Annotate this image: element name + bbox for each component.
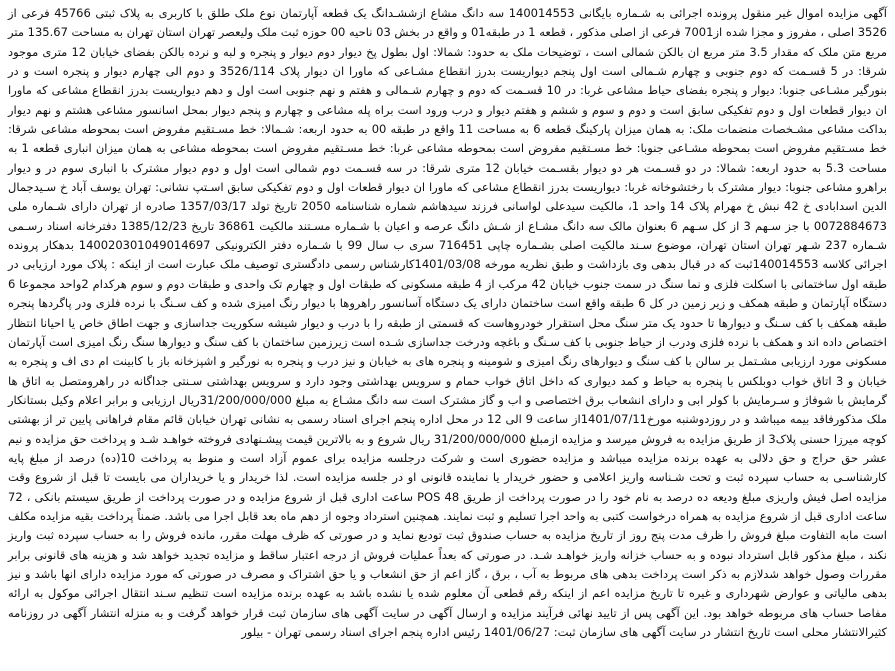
notice-body-text: آگهی مزایده اموال غیر منقول پرونده اجرائی به شـماره بایگانی 140014553 سه دانگ مشاع ازششـدانگ یک قطعه آپارتمان نوع ملک طلق با کاربری به پلاک ثبتی 45766 فرعی از 3526 اصلی ، مفروز و مجزا شده از7001 فرعی از اصلی مذکور ، قطعه 1 در طبقه01 و واقع در بخش 03 ناحیه 00 حوزه ثبت ملک ولیعصر تهران استان تهران به مساحت 135.67 متر مربع متن ملک که مقدار 3.5 متر مربع ان بالکن شمالی است ، توضیحات ملک به حدود: شمالا: اول بطول پخ دیوار دوم دیوار و پنجره و لبه و نرده بالکن بفضای خیابان 12 متری موجود شرقا: در 5 قسـمت که دوم جنوبی و چهارم شـمالی است اول پنجم دیواریست بدرز انقطاع مشـاعی که ماورا ان دیوار پلاک 3526/114 و دوم الی چهارم دیوار و پنجره است و در بنورگیر مشـاعی جنوبا: دیوار و پنجره بفضای حیاط مشاعی غربا: در 10 قسـمت که دوم و چهارم شـمالی و هفتم و نهم جنوبی است اول و دهم دیواریست بدرز انقطاع مشاعی که ماورا ان دیوار قطعات اول و دوم تفکیکی سابق است و دوم و سوم و ششم و هفتم دیوار و درب ورود است براه پله مشاعی و چهارم و پنجم دیوار بمحل اسانسور مشاعی هشتم و نهم دیوار بداکت مشاعی مشـخصات منضمات ملک: به همان میزان پارکینگ قطعه 6 به مساحت 11 واقع در طبقه 00 به حدود اربعه: شـمالا: خط مسـتقیم مفروض است بمحوطه مشاعی شرقا: خط مسـتقیم مفروض است بمحوطه مشـاعی جنوبا: خط مسـتقیم مفروض است بمحوطه مشاعی غربا: خط مسـتقیم مفروض است بمحوطه مشاعی به همان میزان انباری قطعه 1 به مساحت 5.3 به حدود اربعه: شمالا: در دو قسـمت هر دو دیوار بقسـمت خیابان 12 متری شرقا: در سه قسـمت دوم شمالی است اول و دوم دیوار مشترک با انباری سوم در و دیوار براهرو مشاعی جنوبا: دیوار مشترک با رختشوخانه غربا: دیواریست بدرز انقطاع مشاعی که ماورا ان دیوار قطعات اول و دوم تفکیکی سابق اسـتپ نشانی: تهران یوسف آباد خ سـیدجمال الدین اسدابادی خ 42 نبش خ مهرام پلاک 14 واحد 1، مالکیت سیدعلی لواسانی فرزند سیدهاشم شماره شناسنامه 2050 تاریخ تولد 1357/03/17 صادره از تهران دارای شـماره ملی 0072884673 با جز سـهم 3 از کل سـهم 6 بعنوان مالک سه دانگ مشـاع از شـش دانگ عرصه و اعیان با شـماره مسـتند مالکیت 36861 تاریخ 1385/12/23 دفترخانه اسناد رسـمی شـماره 237 شـهر تهران استان تهران، موضوع سـند مالکیت اصلی بشـماره چاپی 716451 سری ب سال 99 با شـماره دفتر الکترونیکی 140020301049014697 بدهکار پرونده اجرائی کلاسه 140014553ثبت که در قبال بدهی وی بازداشت و طبق نظریه مورخه 1401/03/08کارشناس رسمی دادگستری توصیف ملک عبارت است از اینکه : پلاک مورد ارزیابی در طبقه اول ساختمانی با اسکلت فلزی و نما سنگ در سمت جنوب خیابان 42 مرکب از 4 طبقه مسکونی که طبقات اول و چهارم تک واحدی و طبقات دوم و سوم هرکدام 2واحد مجموعا 6 دستگاه آپارتمان و طبقه همکف و زیر زمین در کل 6 طبقه واقع است ساختمان دارای یک دستگاه آسانسور راهروها با دیوار رنگ امیزی شده و کف سـنگ با نرده فلزی ودر پاگردها پنجره طبقه همکف با کف سـنگ و دیوارها تا حدود یک متر سنگ محل استقرار خودروهاست که قسمتی از طبقه را با درب و دیوار شیشه سکوریت جداسازی و جهت اطاق خاص یا احیانا انتظار اختصاص داده اند و همکف با نرده فلزی ودرب از حیاط جنوبی با کف سـنگ و باغچه ودرخت جداسازی شـده است زیرزمین ساختمان با کف سنگ و دیوارها سنگ رنگ امیزی است آپارتمان مسکونی مورد ارزیابی مشـتمل بر سالن با کف سنگ و دیوارهای رنگ امیزی و شومینه و پنجره های به خیابان و نیز درب و پنجره به نورگیر و اشپزخانه باز با کابینت ام دی اف و پنجره به خیابان و 3 اتاق خواب دوبلکس با پنجره به حیاط و کمد دیواری که داخل اتاق خواب حمام و سرویس بهداشتی وجود دارد و سرویس بهداشتی سـنتی جداگانه در راهرومتصل به اتاق ها گرمایش با شوفاژ و سـرمایش با کولر ابی و دارای انشعاب برق اختصاصی و اب و گاز مشترک است سه دانگ مشـاع به مبلغ 31/200/000/000ریال ارزیابی و برابر اعلام وکیل بستانکار ملک مذکورفاقد بیمه میباشد و در روزدوشنبه مورخ1401/07/11از ساعت 9 الی 12 در محل اداره پنجم اجرای اسناد رسمی به نشانی تهران خیابان قائم مقام فراهانی پایین تر از بهشتی کوچه میرزا حسنی پلاک3 از طریق مزایده به فروش میرسد و مزایده ازمبلغ 31/200/000/000 ریال شروع و به بالاترین قیمت پیشـنهادی فروخته خواهـد شـد و پرداخت حق مزایده و نیم عشر حق حراج و حق دلالی به عهده برنده مزایده میباشد و مزایده حضوری است و شرکت درجلسه مزایده برای عموم آزاد است و منوط به پرداخت 10(ده) درصد از مبلغ پایه کارشناسـی به حساب سپرده ثبت و تحت شـناسه واریز اعلامی و حضور خریدار یا نماینده قانونی او در جلسه مزایده است. لذا خریدار و یا خریداران می بایست تا قبل از شروع وقت مزایده اصل فیش واریزی مبلغ ودیعه ده درصد به نام خود را در صورت پرداخت از طریق POS 48 ساعت اداری قبل از شروع مزایده و در صورت پرداخت از طریق سیستم بانکی ، 72 ساعت اداری قبل از شروع مزایده به همراه درخواست کتبی به واحد اجرا تسلیم و ثبت نمایند. همچنین استرداد وجوه از دهم ماه بعد قابل اجرا می باشد. ضمناً پرداخت بقیه مزایده مکلف است مابه التفاوت مبلغ فروش را ظرف مدت پنج روز از تاریخ مزایده به حساب صندوق ثبت تودیع نماید و در صورتی که ظرف مهلت مقرر، مانده فروش را به حساب سپرده ثبت واریز نکند ، مبلغ مذکور قابل استرداد نبوده و به حساب خزانه واریز خواهـد شـد. در صورتی که بعداً عملیات فروش از درجه اعتبار ساقط و مزایده تجدید خواهد شد و هزینه های قانونی برابر مقررات وصول خواهد شدلازم به ذکر است پرداخت بدهی های مربوط به آب ، برق ، گاز اعم از حق انشعاب و یا حق اشتراک و مصرف در صورتی که مورد مزایده دارای انها باشد و نیز بدهی مالیاتی و عوارض شهرداری و غیره تا تاریخ مزایده اعم از اینکه رقم قطعی آن معلوم شده یا نشده باشد به عهده برنده مزایده است تنظیم سـند انتقال اجرائی موکول به ارائه مفاصا حساب های مربوطه خواهد بود. این آگهی پس از تایید نهائی فرآیند مزایده و ارسال آگهی در سایت آگهی های سازمان ثبت قرار خواهد گرفت و به منزله انتشار آگهی در روزنامه کثیرالانتشار محلی است تاریخ انتشار در سایت آگهی های سازمان ثبت: 1401/06/27 رئیس اداره پنجم اجرای اسناد رسمی تهران - بیلور bbox=[8, 6, 888, 639]
